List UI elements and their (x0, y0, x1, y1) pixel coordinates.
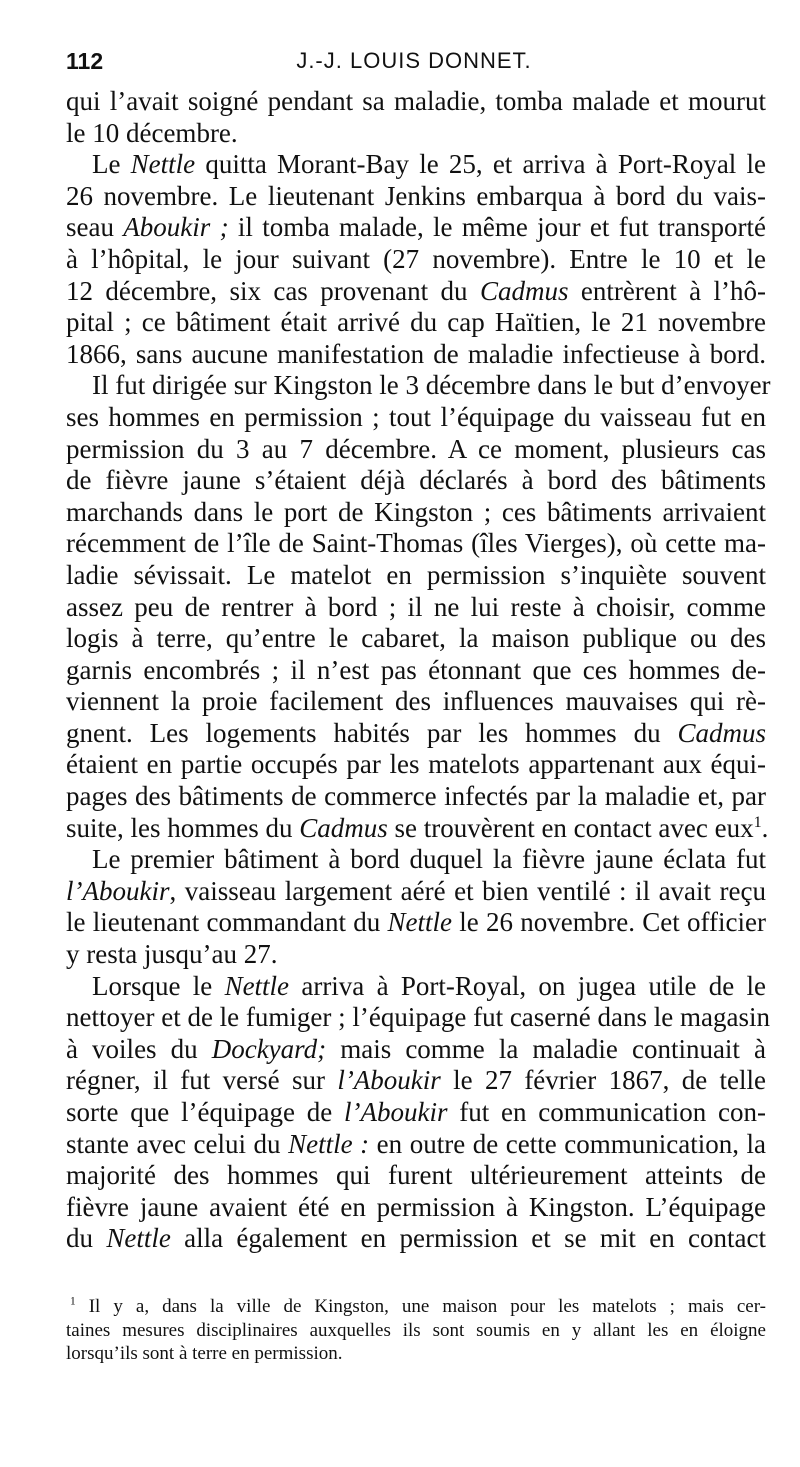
text-line: le 10 décembre. (66, 117, 238, 148)
text-line: l’Aboukir, vaisseau largement aéré et bien ventilé : il avait reçu (66, 875, 766, 906)
text-line: régner, il fut versé sur l’Aboukir le 27 février 1867, de telle (66, 1065, 766, 1096)
text-line: logis à terre, qu’entre le cabaret, la maison publique ou des (66, 623, 766, 654)
text-line: pital ; ce bâtiment était arrivé du cap Haïtien, le 21 novembre (66, 307, 766, 338)
text-line: Il fut dirigée sur Kingston le 3 décembre dans le but d’envoyer (92, 370, 771, 401)
text-line: assez peu de rentrer à bord ; il ne lui reste à choisir, comme (66, 591, 766, 622)
text-line: ladie sévissait. Le matelot en permission s’inquiète souvent (66, 559, 766, 590)
text-line: marchands dans le port de Kingston ; ces bâtiments arrivaient (66, 496, 766, 527)
text-line: de fièvre jaune s’étaient déjà déclarés à bord des bâtiments (66, 465, 766, 496)
text-line: récemment de l’île de Saint-Thomas (îles Vierges), où cette ma- (66, 528, 766, 559)
text-line: nettoyer et de le fumiger ; l’équipage fut caserné dans le magasin (66, 1002, 770, 1033)
text-line: le lieutenant commandant du Nettle le 26 novembre. Cet officier (66, 907, 766, 938)
text-line: fièvre jaune avaient été en permission à Kingston. L’équipage (66, 1191, 766, 1222)
text-line: majorité des hommes qui furent ultérieurement atteints de (66, 1160, 766, 1191)
text-line: ses hommes en permission ; tout l’équipage du vaisseau fut en (66, 401, 766, 432)
text-line: 1866, sans aucune manifestation de maladie infectieuse à bord. (66, 338, 766, 369)
text-line: étaient en partie occupés par les matelots appartenant aux équi- (66, 749, 766, 780)
text-line: gnent. Les logements habités par les hommes du Cadmus (66, 717, 766, 748)
text-line: viennent la proie facilement des influences mauvaises qui rè- (66, 686, 766, 717)
text-line: Le Nettle quitta Morant-Bay le 25, et arriva à Port-Royal le (92, 149, 766, 180)
page-number: 112 (66, 48, 104, 74)
text-line: 12 décembre, six cas provenant du Cadmus entrèrent à l’hô- (66, 275, 767, 306)
text-line: du Nettle alla également en permission et se mit en contact (66, 1223, 767, 1254)
footnote-line: taines mesures disciplinaires auxquelles ils sont soumis en y allant les en éloigne (66, 1319, 766, 1341)
text-line: garnis encombrés ; il n’est pas étonnant que ces hommes de- (66, 654, 766, 685)
text-line: seau Aboukir ; il tomba malade, le même jour et fut transporté (66, 212, 766, 243)
text-line: suite, les hommes du Cadmus se trouvèrent en contact avec eux$^1$. (66, 812, 769, 843)
text-line: Lorsque le Nettle arriva à Port-Royal, on jugea utile de le (92, 970, 767, 1001)
text-line: y resta jusqu’au 27. (66, 939, 278, 970)
footnote-line: $^1$ Il y a, dans la ville de Kingston, une maison pour les matelots ; mais cer- (70, 1295, 766, 1317)
text-line: sorte que l’équipage de l’Aboukir fut en communication con- (66, 1097, 766, 1127)
page-header (66, 48, 762, 88)
footnote-line: lorsqu’ils sont à terre en permission. (66, 1343, 343, 1364)
text-line: stante avec celui du Nettle : en outre de cette communication, la (66, 1128, 766, 1159)
text-line: à l’hôpital, le jour suivant (27 novembre). Entre le 10 et le (66, 243, 766, 274)
running-head: J.-J. LOUIS DONNET. (296, 48, 532, 73)
text-line: pages des bâtiments de commerce infectés par la maladie et, par (66, 781, 766, 812)
text-line: 26 novembre. Le lieutenant Jenkins embarqua à bord du vais- (66, 180, 766, 211)
text-line: permission du 3 au 7 décembre. A ce moment, plusieurs cas (66, 433, 766, 464)
footnotes (66, 1295, 766, 1366)
text-line: Le premier bâtiment à bord duquel la fièvre jaune éclata fut (92, 844, 766, 875)
body-text (66, 86, 771, 1255)
text-line: à voiles du Dockyard; mais comme la maladie continuait à (66, 1033, 766, 1064)
text-line: qui l’avait soigné pendant sa maladie, tomba malade et mourut (66, 86, 766, 116)
